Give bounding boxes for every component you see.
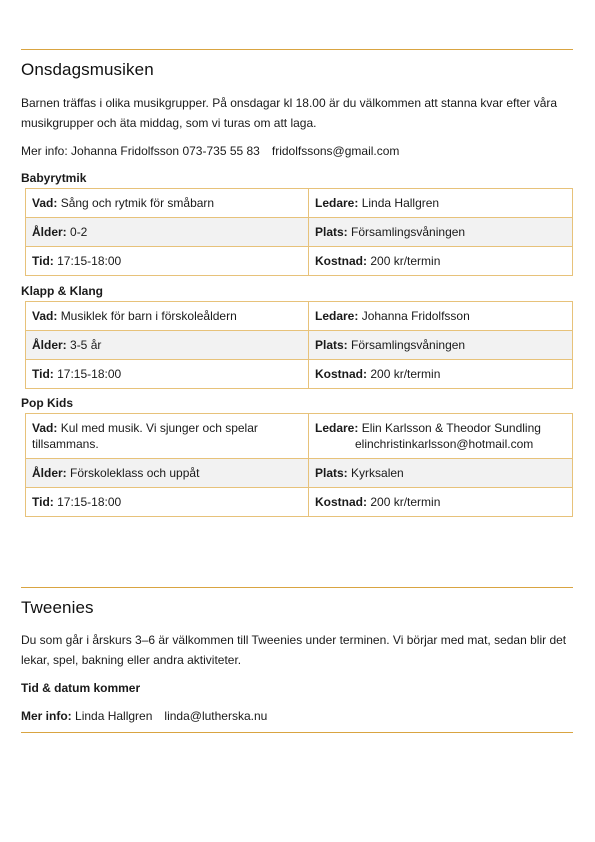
cell-vad: Vad: Musiklek för barn i förskoleåldern — [26, 302, 309, 331]
cell-vad: Vad: Sång och rytmik för småbarn — [26, 189, 309, 218]
cell-ledare: Ledare: Elin Karlsson & Theodor Sundling elinchristinkarlsson@hotmail.com — [309, 414, 573, 459]
tweenies-divider-top — [21, 587, 573, 588]
table-row — [26, 360, 573, 389]
table-row — [26, 302, 573, 331]
cell-tid: Tid: 17:15-18:00 — [26, 247, 309, 276]
cell-ledare: Ledare: Johanna Fridolfsson — [309, 302, 573, 331]
cell-alder: Ålder: Förskoleklass och uppåt — [26, 459, 309, 488]
group-title-pop-kids: Pop Kids — [21, 396, 74, 410]
tweenies-intro: Du som går i årskurs 3–6 är välkommen till Tweenies under terminen. Vi börjar med mat, sedan blir det lekar, spel, bakning eller andra aktiviteter. — [21, 633, 567, 667]
table-row — [26, 247, 573, 276]
cell-plats: Plats: Kyrksalen — [309, 459, 573, 488]
onsdag-contact — [21, 143, 399, 159]
cell-tid: Tid: 17:15-18:00 — [26, 488, 309, 517]
cell-alder: Ålder: 3-5 år — [26, 331, 309, 360]
group-table-klapp-klang — [25, 301, 573, 389]
ledare-email: elinchristinkarlsson@hotmail.com — [355, 437, 534, 451]
table-row — [26, 218, 573, 247]
section-title-onsdagsmusiken: Onsdagsmusiken — [21, 60, 154, 79]
top-divider — [21, 49, 573, 50]
cell-kostnad: Kostnad: 200 kr/termin — [309, 247, 573, 276]
contact-phone: 073-735 55 83 — [182, 144, 260, 158]
table-row — [26, 459, 573, 488]
table-row — [26, 331, 573, 360]
tweenies-contact — [21, 708, 267, 724]
cell-kostnad: Kostnad: 200 kr/termin — [309, 360, 573, 389]
contact-email: fridolfssons@gmail.com — [271, 144, 400, 158]
cell-vad: Vad: Kul med musik. Vi sjunger och spelar tillsammans. — [26, 414, 309, 459]
cell-plats: Plats: Församlingsvåningen — [309, 331, 573, 360]
table-row — [26, 414, 573, 459]
cell-kostnad: Kostnad: 200 kr/termin — [309, 488, 573, 517]
tweenies-date-note: Tid & datum kommer — [21, 681, 141, 695]
group-title-babyrytmik: Babyrytmik — [21, 171, 87, 185]
contact-prefix: Mer info: — [21, 144, 68, 158]
cell-ledare: Ledare: Linda Hallgren — [309, 189, 573, 218]
contact-name: Linda Hallgren — [75, 709, 153, 723]
contact-prefix: Mer info: — [21, 709, 72, 723]
contact-name: Johanna Fridolfsson — [71, 144, 180, 158]
cell-plats: Plats: Församlingsvåningen — [309, 218, 573, 247]
tweenies-divider-bottom — [21, 732, 573, 733]
cell-tid: Tid: 17:15-18:00 — [26, 360, 309, 389]
group-table-babyrytmik — [25, 188, 573, 276]
group-table-pop-kids — [25, 413, 573, 517]
cell-alder: Ålder: 0-2 — [26, 218, 309, 247]
contact-email: linda@lutherska.nu — [164, 709, 268, 723]
onsdag-intro: Barnen träffas i olika musikgrupper. På onsdagar kl 18.00 är du välkommen att stanna kvar efter våra musikgrupper och äta middag, som vi turas om att laga. — [21, 96, 558, 130]
group-title-klapp-klang: Klapp & Klang — [21, 284, 104, 298]
table-row — [26, 488, 573, 517]
table-row — [26, 189, 573, 218]
section-title-tweenies: Tweenies — [21, 598, 94, 617]
